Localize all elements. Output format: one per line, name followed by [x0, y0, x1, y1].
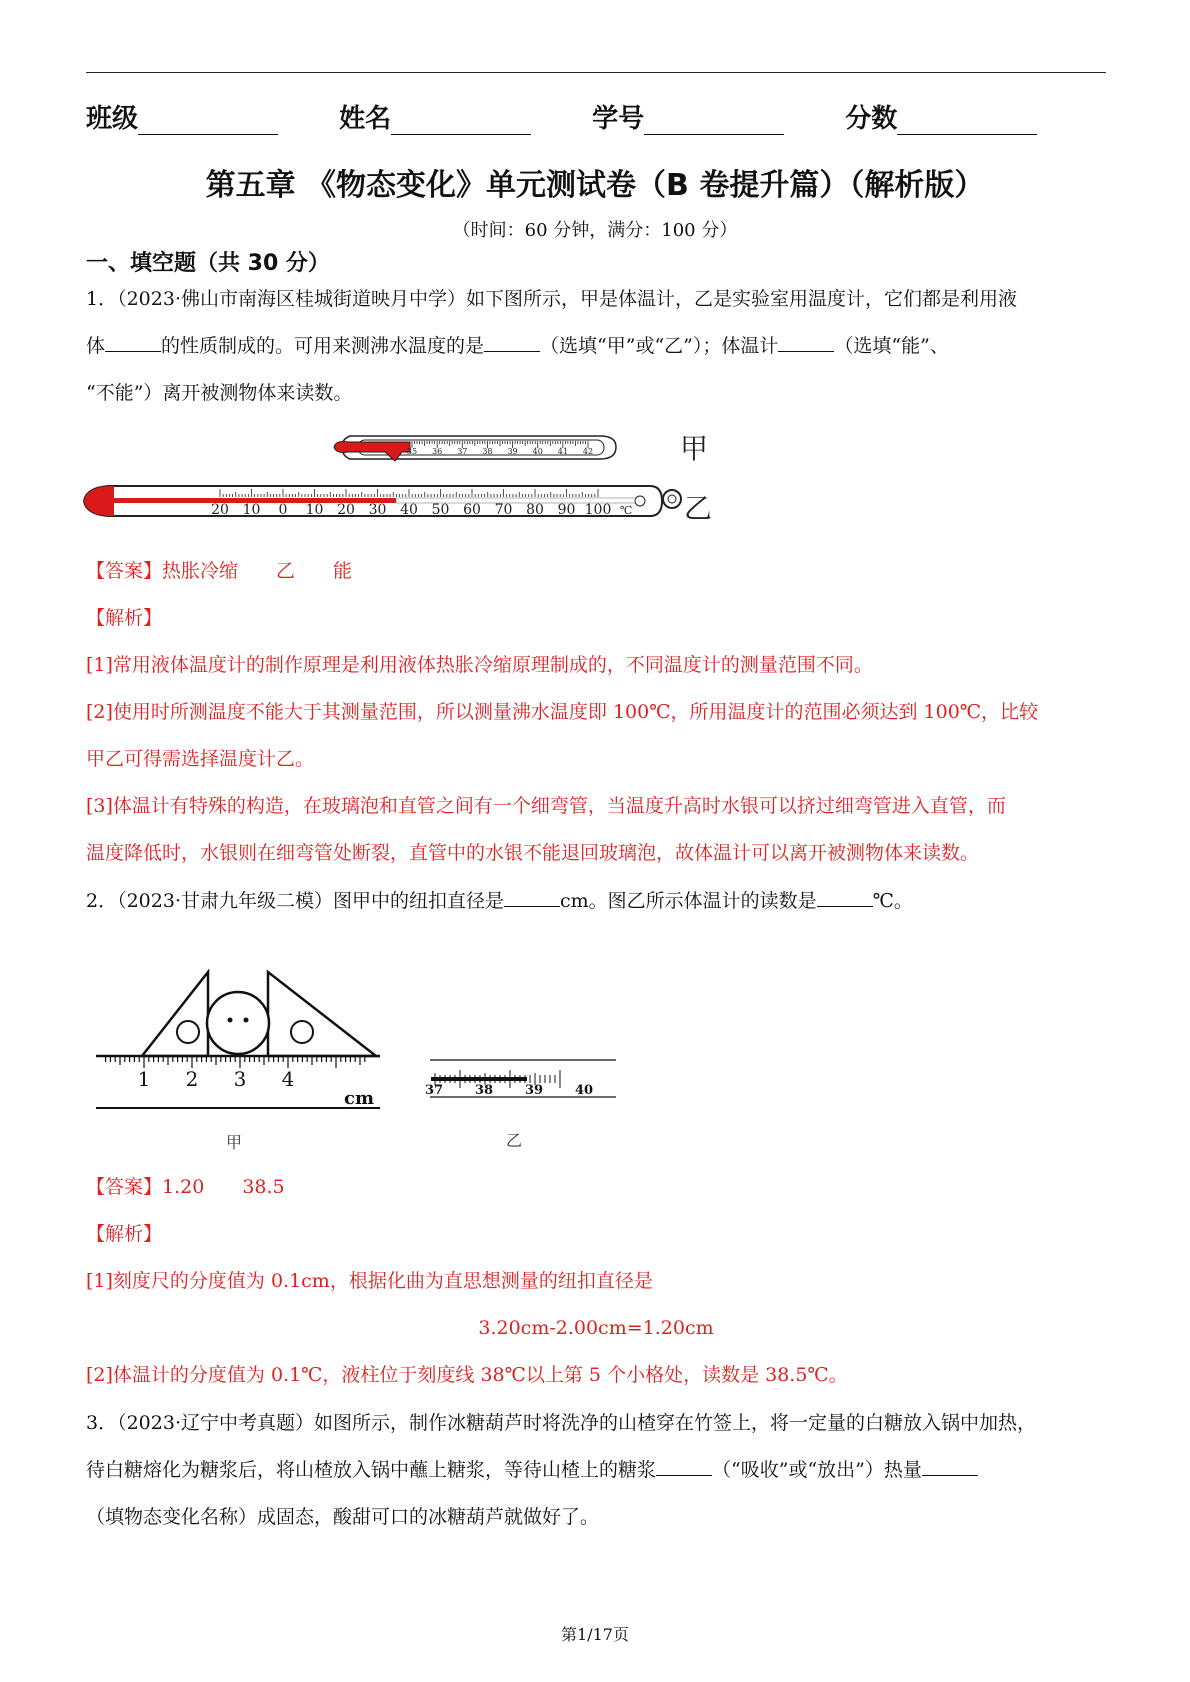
q1-text-b4: （选填“能”、 — [834, 335, 949, 357]
q1-analysis-2a: [2]使用时所测温度不能大于其测量范围，所以测量沸水温度即 100℃，所用温度计的范围必须达到 100℃，比较 — [86, 701, 1039, 723]
fever-scale-label: 35 — [406, 447, 418, 456]
q2-answer-block — [86, 1164, 1106, 1399]
q3-text-b2: （“吸收”或“放出”）热量 — [712, 1459, 922, 1481]
fever-scale-label: 36 — [432, 447, 443, 456]
page-footer: 第1/17页 — [561, 1625, 629, 1644]
lab-scale-label: 30 — [368, 502, 387, 518]
q2-answer — [86, 1164, 1106, 1211]
question-2 — [86, 878, 1106, 925]
button-circle — [207, 992, 269, 1054]
q1-text-b2: 的性质制成的。可用来测沸水温度的是 — [161, 335, 485, 357]
clinical-figure-label: 乙 — [506, 1131, 523, 1150]
lab-thermometer — [84, 486, 681, 518]
fever-thermometer — [334, 436, 616, 461]
q3-text-b1: 待白糖熔化为糖浆后，将山楂放入锅中蘸上糖浆，等待山楂上的糖浆 — [86, 1459, 657, 1481]
q1-blank-1[interactable] — [105, 333, 161, 352]
fever-scale-label: 38 — [482, 447, 493, 456]
fever-scale-label: 41 — [557, 447, 568, 456]
clinical-label: 38 — [474, 1083, 494, 1098]
ruler-label: 2 — [185, 1067, 199, 1091]
answer-label: 【答案】 — [86, 1176, 163, 1198]
name-blank[interactable] — [391, 108, 531, 135]
q1-text-b3: （选填“甲”或“乙”）；体温计 — [540, 335, 779, 357]
fever-scale-label: 39 — [507, 447, 518, 456]
q3-blank-1[interactable] — [656, 1457, 712, 1476]
thermometers-figure — [80, 426, 720, 536]
q1-line-b — [86, 323, 1106, 370]
name-field — [339, 98, 531, 135]
document-title: 第五章 《物态变化》单元测试卷（B 卷提升篇）（解析版） — [205, 168, 985, 203]
q3-line-a — [86, 1400, 1106, 1447]
q3-number: 3． — [86, 1412, 118, 1434]
lab-scale-label: 10 — [305, 502, 324, 518]
lab-scale-label: 0 — [278, 502, 288, 518]
fever-scale-label: 40 — [532, 447, 543, 456]
q1-analysis-2b: 甲乙可得需选择温度计乙。 — [86, 748, 315, 770]
answer-label: 【答案】 — [86, 560, 163, 582]
clinical-label: 37 — [424, 1083, 444, 1098]
document-subtitle: （时间：60 分钟，满分：100 分） — [452, 220, 738, 241]
lab-scale-label: 20 — [211, 502, 229, 518]
q2-blank-2[interactable] — [817, 888, 873, 907]
ruler-figure-label: 甲 — [226, 1133, 243, 1150]
q1-text-a: （2023·佛山市南海区桂城街道映月中学）如下图所示，甲是体温计，乙是实验室用温度计，它们都是利用液 — [117, 288, 1017, 310]
q2-blank-1[interactable] — [504, 888, 560, 907]
section-heading: 一、填空题（共 30 分） — [86, 251, 330, 276]
lab-thermometer-label: 乙 — [684, 492, 713, 525]
id-label: 学号 — [592, 104, 645, 134]
question-1 — [86, 276, 1106, 417]
q1-number: 1． — [86, 288, 118, 310]
q2-text-c: ℃。 — [872, 890, 913, 912]
ruler-unit: cm — [344, 1088, 375, 1109]
q2-analysis-2: [2]体温计的分度值为 0.1℃，液柱位于刻度线 38℃以上第 5 个小格处，读数是 38.5℃。 — [86, 1364, 848, 1386]
q2-analysis-1: [1]刻度尺的分度值为 0.1cm，根据化曲为直思想测量的纽扣直径是 — [86, 1270, 653, 1292]
q3-text-a: （2023·辽宁中考真题）如图所示，制作冰糖葫芦时将洗净的山楂穿在竹签上，将一定量的白糖放入锅中加热， — [117, 1412, 1036, 1434]
q1-answer — [86, 548, 1106, 595]
lab-scale-label: 80 — [526, 502, 544, 518]
q2-analysis-label: 【解析】 — [86, 1223, 163, 1245]
q1-text-b1: 体 — [86, 335, 106, 357]
id-blank[interactable] — [644, 108, 784, 135]
q1-analysis-3b: 温度降低时，水银则在细弯管处断裂，直管中的水银不能退回玻璃泡，故体温计可以离开被测物体来读数。 — [86, 842, 980, 864]
q1-analysis-1: [1]常用液体温度计的制作原理是利用液体热胀冷缩原理制成的，不同温度计的测量范围不同。 — [86, 654, 873, 676]
lab-scale-label: 40 — [400, 502, 418, 518]
q1-line-c: “不能”）离开被测物体来读数。 — [86, 382, 353, 404]
ruler-with-triangles — [96, 972, 380, 1150]
q1-blank-2[interactable] — [484, 333, 540, 352]
lab-scale-label: 50 — [431, 502, 450, 518]
q3-blank-2[interactable] — [922, 1457, 978, 1476]
ruler-label: 3 — [233, 1067, 247, 1091]
q1-analysis-3a: [3]体温计有特殊的构造，在玻璃泡和直管之间有一个细弯管，当温度升高时水银可以挤过细弯管进入直管，而 — [86, 795, 1006, 817]
score-blank[interactable] — [897, 108, 1037, 135]
lab-scale-label: 70 — [494, 502, 513, 518]
class-label: 班级 — [86, 104, 139, 134]
class-field — [86, 98, 278, 135]
q3-line-c: （填物态变化名称）成固态，酸甜可口的冰糖葫芦就做好了。 — [86, 1506, 600, 1528]
score-label: 分数 — [845, 104, 898, 134]
score-field — [845, 98, 1037, 135]
top-rule — [86, 72, 1106, 73]
q1-answer-block — [86, 548, 1106, 877]
student-info-row — [86, 98, 1089, 135]
q2-answer-text: 1.20 38.5 — [162, 1176, 285, 1198]
q2-line — [86, 878, 1106, 925]
q1-analysis-label: 【解析】 — [86, 607, 163, 629]
lab-unit: ℃ — [620, 504, 633, 517]
q1-line-a — [86, 276, 1106, 323]
clinical-thermometer-reading — [425, 1060, 616, 1150]
lab-scale-label: 100 — [584, 502, 612, 518]
fever-scale-label: 37 — [457, 447, 468, 456]
q2-formula: 3.20cm-2.00cm=1.20cm — [478, 1317, 714, 1339]
q2-text-b: cm。图乙所示体温计的读数是 — [560, 890, 817, 912]
q1-blank-3[interactable] — [778, 333, 834, 352]
fever-thermometer-label: 甲 — [680, 432, 709, 465]
q2-number: 2． — [86, 890, 118, 912]
lab-scale-label: 90 — [557, 502, 576, 518]
lab-scale-label: 60 — [463, 502, 481, 518]
clinical-label: 40 — [574, 1083, 594, 1098]
ruler-button-figure — [86, 960, 646, 1150]
lab-scale-label: 10 — [242, 502, 261, 518]
ruler-label: 1 — [137, 1067, 151, 1091]
question-3 — [86, 1400, 1106, 1541]
q2-text-a: （2023·甘肃九年级二模）图甲中的纽扣直径是 — [117, 890, 504, 912]
ruler-label: 4 — [281, 1067, 295, 1091]
name-label: 姓名 — [339, 104, 392, 134]
lab-scale-label: 20 — [337, 502, 355, 518]
fever-scale-label: 42 — [582, 447, 594, 456]
clinical-label: 39 — [524, 1083, 544, 1098]
q1-answer-text: 热胀冷缩 乙 能 — [162, 560, 353, 582]
q3-line-b — [86, 1447, 1106, 1494]
id-field — [592, 98, 784, 135]
class-blank[interactable] — [138, 108, 278, 135]
